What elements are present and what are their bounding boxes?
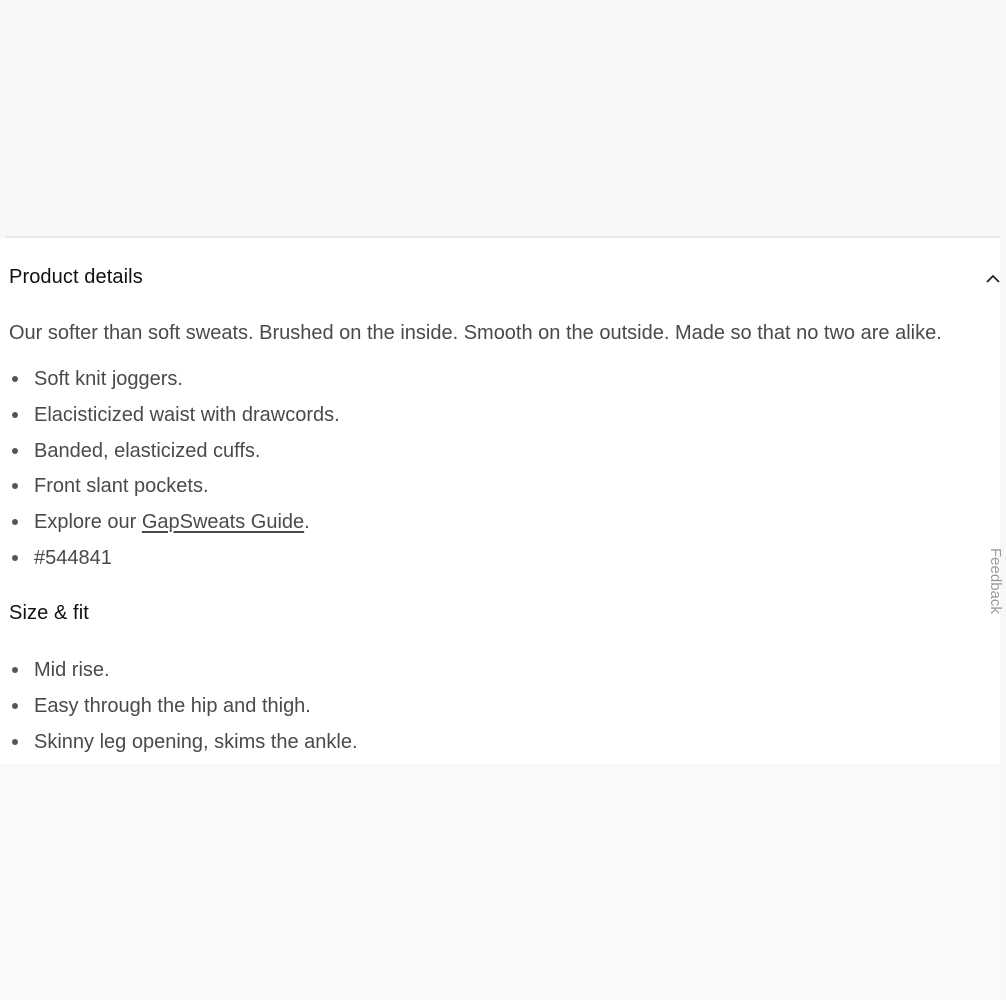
gapsweats-guide-link[interactable]: GapSweats Guide <box>141 511 305 534</box>
list-item-text: Skinny leg opening, skims the ankle. <box>34 730 358 753</box>
list-item <box>0 366 340 402</box>
list-item-text: Easy through the hip and thigh. <box>34 694 311 717</box>
page-bottom-area <box>0 764 1000 1000</box>
feedback-label: Feedback <box>987 548 1004 614</box>
list-item-guide <box>0 509 340 545</box>
list-item <box>0 693 358 729</box>
bullet-icon <box>12 483 18 489</box>
list-item <box>0 473 340 509</box>
bullet-icon <box>12 555 18 561</box>
product-image-area <box>0 0 1000 237</box>
guide-suffix: . <box>304 511 310 534</box>
list-item <box>0 402 340 438</box>
bullet-icon <box>12 412 18 418</box>
list-item-text: Soft knit joggers. <box>34 368 183 390</box>
list-item-text: Banded, elasticized cuffs. <box>34 439 261 462</box>
chevron-up-icon <box>984 268 1002 288</box>
bullet-icon <box>12 519 18 525</box>
size-fit-heading[interactable]: Size & fit <box>9 602 89 624</box>
guide-prefix: Explore our <box>34 511 142 534</box>
size-fit-list <box>0 657 358 764</box>
list-item-text: Front slant pockets. <box>34 475 209 498</box>
bullet-icon <box>12 376 18 382</box>
product-info-panel <box>0 238 1000 764</box>
bullet-icon <box>12 739 18 745</box>
list-item-style-number <box>0 545 340 581</box>
product-details-list <box>0 366 340 581</box>
list-item <box>0 729 358 765</box>
list-item <box>0 438 340 474</box>
style-number: #544841 <box>34 546 112 569</box>
bullet-icon <box>12 703 18 709</box>
product-details-toggle[interactable] <box>984 268 1002 288</box>
bullet-icon <box>12 448 18 454</box>
list-item-text: Mid rise. <box>34 659 110 681</box>
product-details-heading[interactable]: Product details <box>9 266 143 288</box>
list-item <box>0 657 358 693</box>
bullet-icon <box>12 667 18 673</box>
product-description: Our softer than soft sweats. Brushed on the inside. Smooth on the outside. Made so that no two are alike. <box>9 322 942 344</box>
list-item-text: Elacisticized waist with drawcords. <box>34 403 340 426</box>
feedback-tab[interactable] <box>986 548 1006 628</box>
